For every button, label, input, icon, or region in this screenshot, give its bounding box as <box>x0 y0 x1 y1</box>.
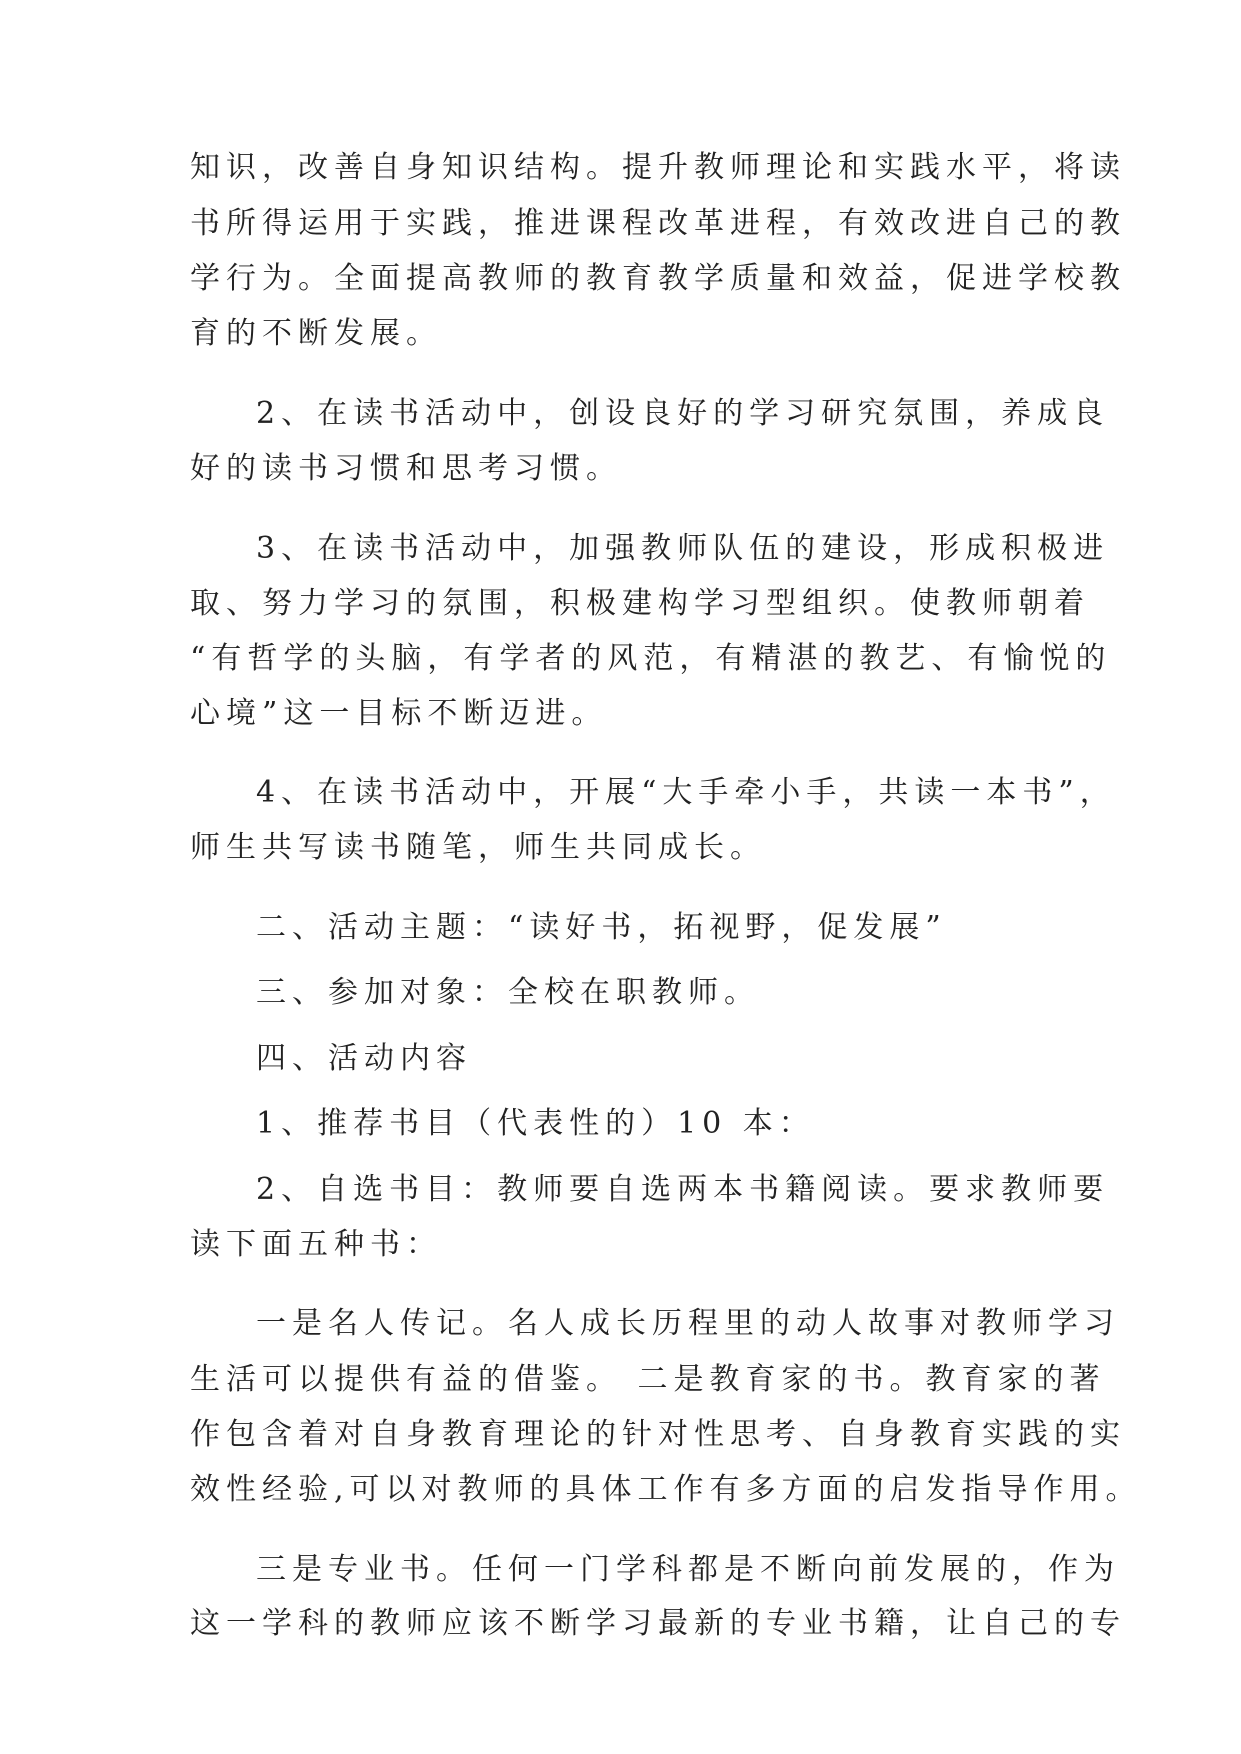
text-line: 2、在读书活动中，创设良好的学习研究氛围，养成良 <box>256 396 1110 431</box>
section-heading: 二、活动主题：“读好书，拓视野，促发展” <box>256 910 947 945</box>
text-line: 一是名人传记。名人成长历程里的动人故事对教师学习 <box>256 1306 1120 1341</box>
text-line: 三是专业书。任何一门学科都是不断向前发展的，作为 <box>256 1552 1120 1587</box>
text-line: 这一学科的教师应该不断学习最新的专业书籍，让自己的专 <box>190 1606 1126 1641</box>
text-line: 效性经验,可以对教师的具体工作有多方面的启发指导作用。 <box>190 1472 1142 1507</box>
text-line: 生活可以提供有益的借鉴。 二是教育家的书。教育家的著 <box>190 1362 1106 1397</box>
text-line: 知识，改善自身知识结构。提升教师理论和实践水平，将读 <box>190 150 1126 185</box>
text-line: 4、在读书活动中，开展“大手牵小手，共读一本书”， <box>256 775 1116 810</box>
text-line: 师生共写读书随笔，师生共同成长。 <box>190 830 766 865</box>
text-line: 作包含着对自身教育理论的针对性思考、自身教育实践的实 <box>190 1417 1126 1452</box>
text-line: 1、推荐书目（代表性的）10 本： <box>256 1106 815 1141</box>
text-line: 书所得运用于实践，推进课程改革进程，有效改进自己的教 <box>190 206 1126 241</box>
text-line: 取、努力学习的氛围，积极建构学习型组织。使教师朝着 <box>190 586 1090 621</box>
text-line: “有哲学的头脑，有学者的风范，有精湛的教艺、有愉悦的 <box>190 641 1112 676</box>
text-line: 心境”这一目标不断迈进。 <box>190 696 608 731</box>
text-line: 好的读书习惯和思考习惯。 <box>190 451 622 486</box>
text-line: 学行为。全面提高教师的教育教学质量和效益，促进学校教 <box>190 261 1126 296</box>
text-line: 3、在读书活动中，加强教师队伍的建设，形成积极进 <box>256 531 1110 566</box>
text-line: 育的不断发展。 <box>190 316 442 351</box>
section-heading: 三、参加对象：全校在职教师。 <box>256 975 760 1010</box>
text-line: 2、自选书目：教师要自选两本书籍阅读。要求教师要 <box>256 1172 1110 1207</box>
section-heading: 四、活动内容 <box>256 1041 472 1076</box>
text-line: 读下面五种书： <box>190 1227 442 1262</box>
